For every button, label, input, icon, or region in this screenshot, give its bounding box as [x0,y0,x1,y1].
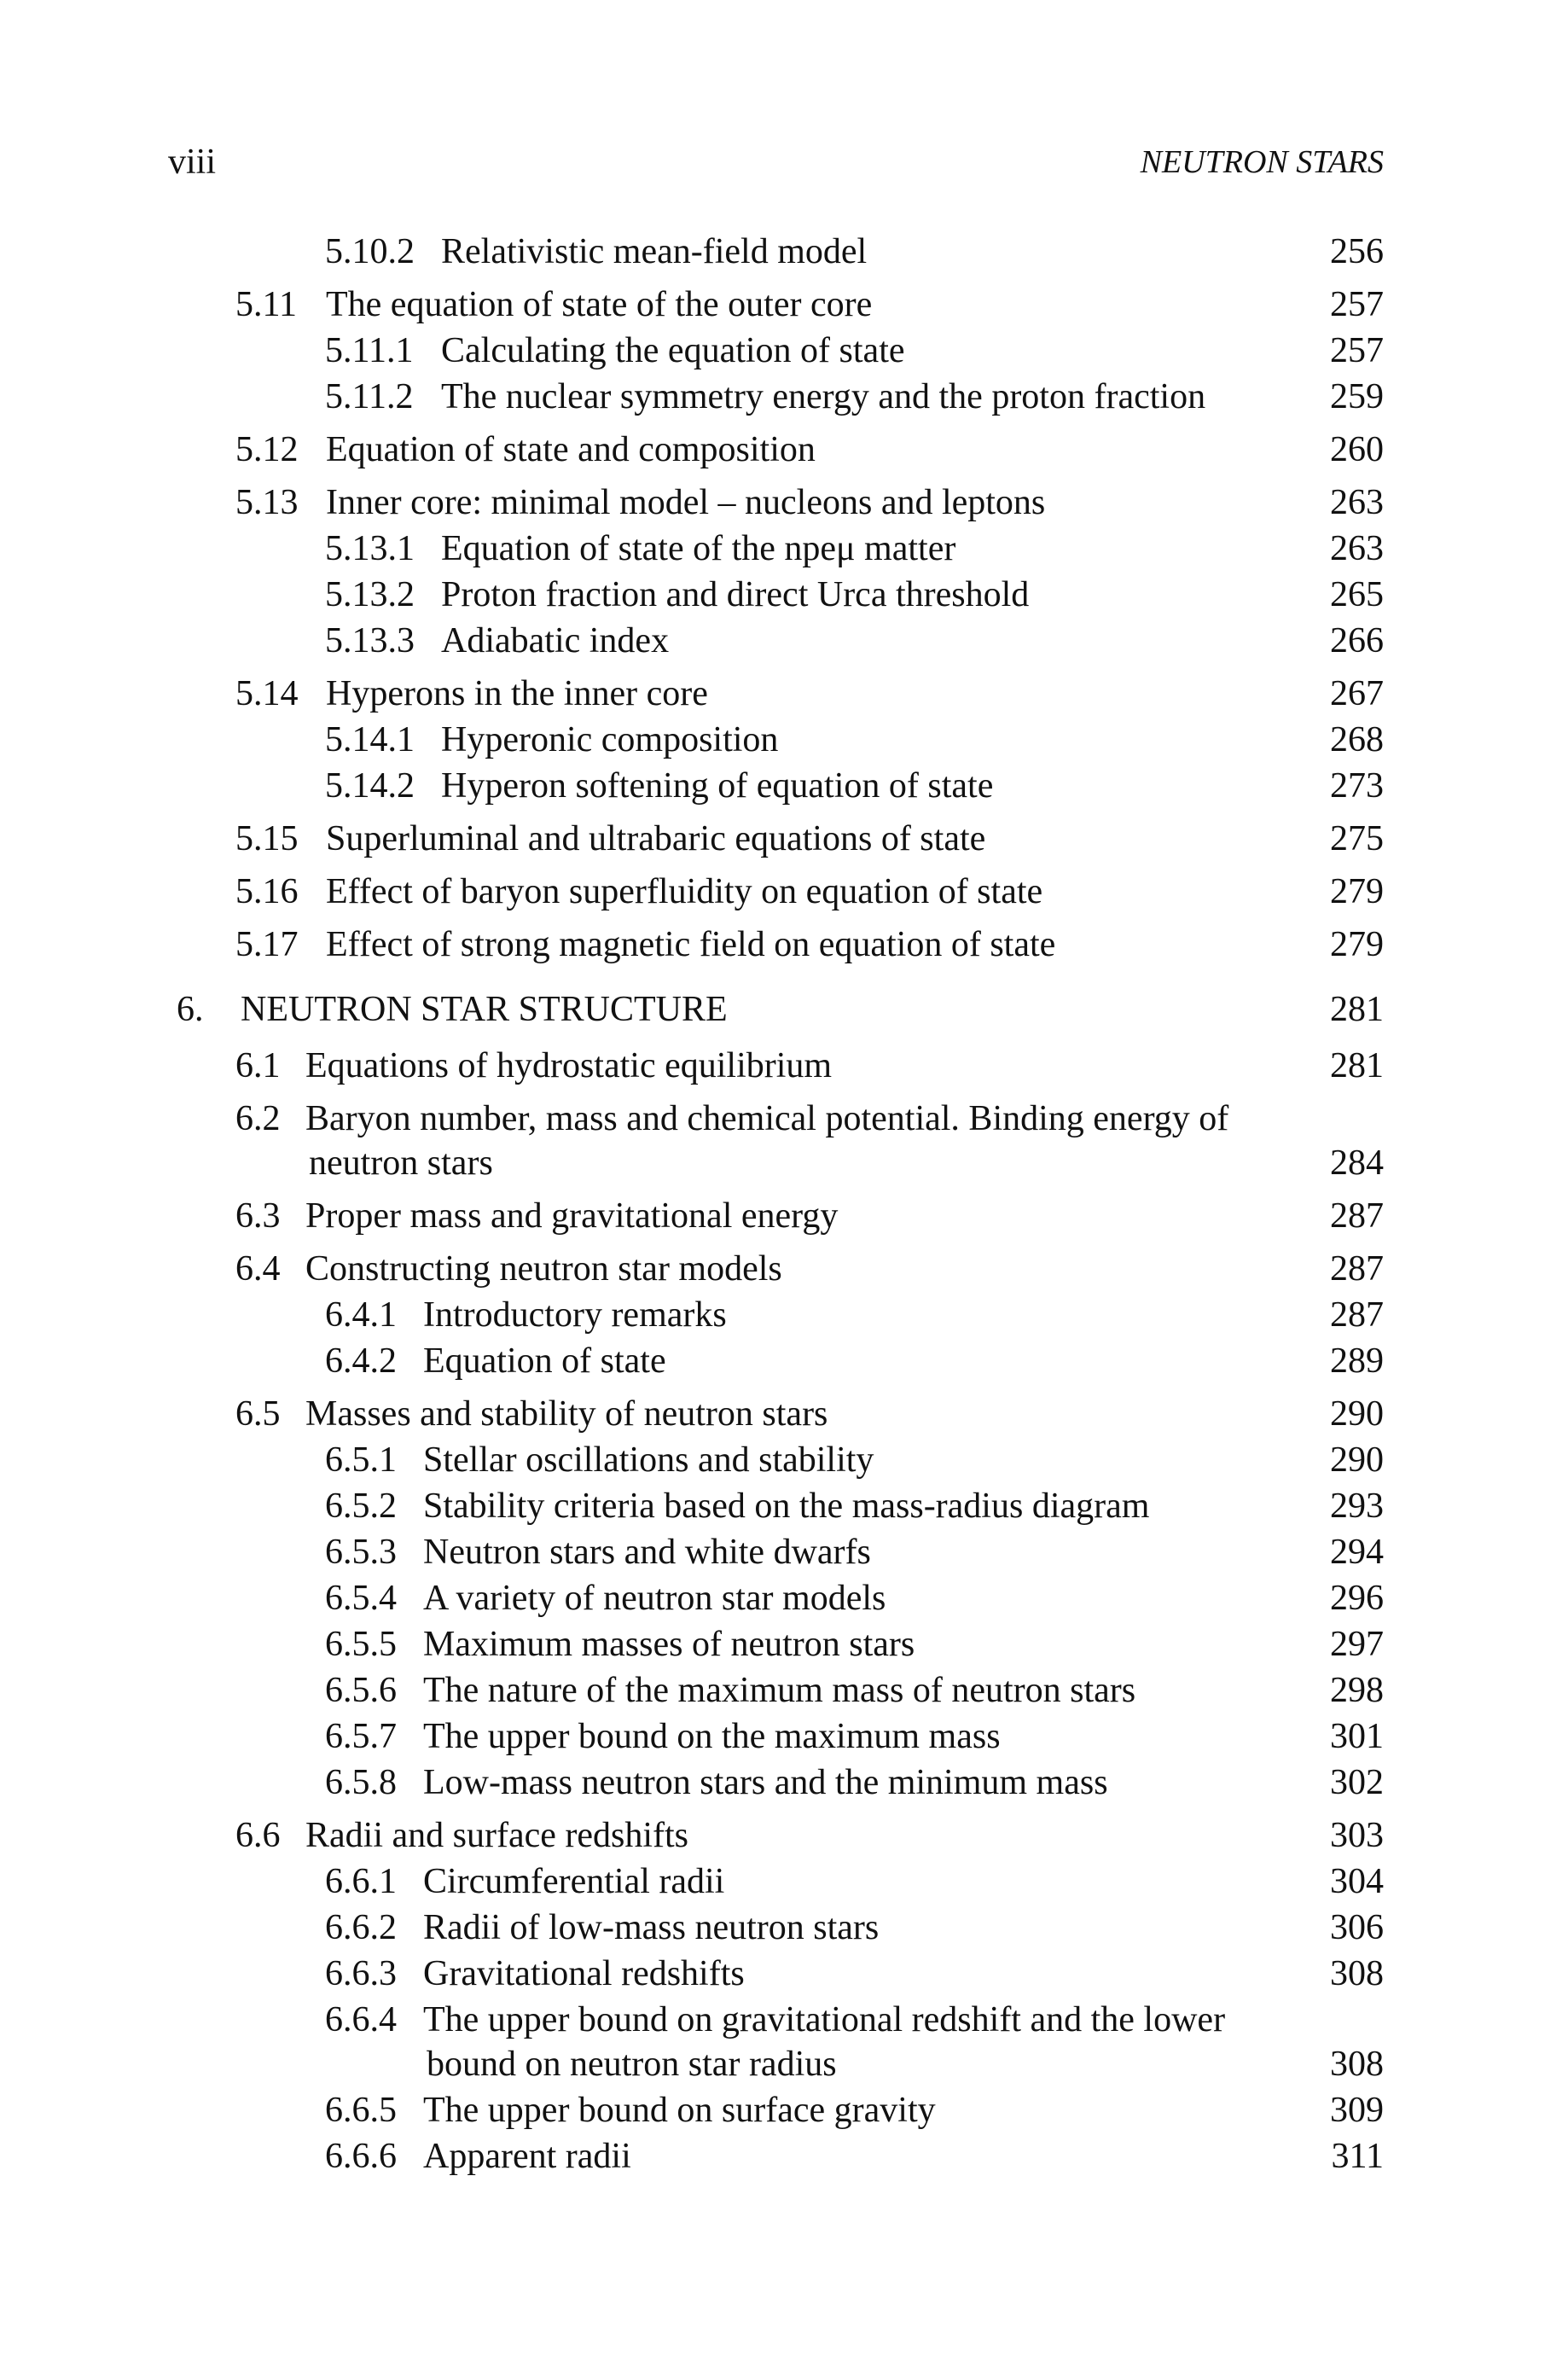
toc-title: A variety of neutron star models [423,1579,886,1618]
toc-page-number: 265 [1330,575,1384,614]
toc-title: Equation of state and composition [326,430,816,469]
toc-number: 6.6.3 [325,1954,397,1993]
toc-title: The upper bound on the maximum mass [423,1717,1001,1756]
toc-page-number: 311 [1331,2137,1384,2176]
toc-title: Superluminal and ultrabaric equations of state [326,819,986,858]
toc-title: Radii of low-mass neutron stars [423,1908,880,1947]
toc-page-number: 301 [1330,1717,1384,1756]
toc-number: 5.17 [235,925,299,964]
toc-number: 6.6.2 [325,1908,397,1947]
toc-title: Baryon number, mass and chemical potential. Binding energy of [305,1099,1229,1138]
toc-entry [0,816,1568,862]
toc-title: Constructing neutron star models [305,1249,782,1289]
toc-number: 5.10.2 [325,232,415,271]
toc-number: 6.4.2 [325,1341,397,1381]
toc-entry [0,1043,1568,1089]
toc-title: Calculating the equation of state [441,331,905,370]
page-number: viii [168,143,217,182]
toc-entry [0,1529,1568,1575]
toc-title: Stability criteria based on the mass-radius diagram [423,1487,1150,1526]
toc-entry [0,480,1568,526]
toc-title: The upper bound on surface gravity [423,2091,936,2130]
toc-page-number: 304 [1330,1862,1384,1901]
toc-title: Adiabatic index [441,621,670,660]
toc-entry [0,572,1568,618]
toc-number: 6.5.1 [325,1440,397,1480]
toc-page-number: 259 [1330,377,1384,416]
toc-title: Equation of state [423,1341,666,1381]
toc-chapter [0,986,1568,1033]
toc-entry [0,1193,1568,1239]
toc-entry [0,1997,1568,2043]
toc-title: Neutron stars and white dwarfs [423,1533,871,1572]
toc-page-number: 284 [1330,1143,1384,1183]
toc-entry [0,763,1568,809]
toc-page-number: 308 [1330,2045,1384,2084]
toc-page-number: 297 [1330,1625,1384,1664]
toc-page-number: 287 [1330,1196,1384,1236]
toc-entry [0,427,1568,473]
toc-entry [0,1140,1568,1186]
toc-entry [0,2087,1568,2133]
toc-title: Equation of state of the npeμ matter [441,529,956,568]
toc-number: 5.11.1 [325,331,414,370]
toc-number: 6.1 [235,1046,281,1085]
toc-entry [0,1905,1568,1951]
toc-title: The nuclear symmetry energy and the proton fraction [441,377,1206,416]
toc-title: Effect of strong magnetic field on equation of state [326,925,1056,964]
toc-page-number: 281 [1330,990,1384,1029]
toc-title: bound on neutron star radius [427,2045,837,2084]
toc-page-number: 266 [1330,621,1384,660]
toc-entry [0,2133,1568,2179]
toc-title: Hyperons in the inner core [326,674,708,713]
toc-entry [0,1292,1568,1338]
toc-number: 5.13.1 [325,529,415,568]
toc-entry [0,1621,1568,1667]
toc-page-number: 275 [1330,819,1384,858]
toc-title: Circumferential radii [423,1862,725,1901]
toc-entry [0,671,1568,717]
toc-number: 5.15 [235,819,299,858]
toc-page-number: 256 [1330,232,1384,271]
toc-title: Inner core: minimal model – nucleons and leptons [326,483,1046,522]
toc-page-number: 287 [1330,1249,1384,1289]
toc-number: 6.6.5 [325,2091,397,2130]
toc-number: 6.5.2 [325,1487,397,1526]
toc-entry [0,282,1568,328]
toc-entry [0,869,1568,915]
toc-number: 6.6.6 [325,2137,397,2176]
toc-number: 5.12 [235,430,299,469]
toc-number: 5.11 [235,285,297,324]
toc-page-number: 281 [1330,1046,1384,1085]
toc-page-number: 303 [1330,1816,1384,1855]
toc-number: 5.13.3 [325,621,415,660]
toc-page-number: 296 [1330,1579,1384,1618]
toc-title: Radii and surface redshifts [305,1816,689,1855]
toc-title: Relativistic mean-field model [441,232,868,271]
toc-title: Maximum masses of neutron stars [423,1625,915,1664]
toc-number: 5.14.1 [325,720,415,759]
toc-title: The upper bound on gravitational redshift and the lower [423,2000,1226,2039]
toc-page-number: 267 [1330,674,1384,713]
toc-title: neutron stars [309,1143,493,1183]
toc-entry [0,1096,1568,1142]
toc-entry [0,1859,1568,1905]
toc-entry [0,1246,1568,1292]
toc-title: Effect of baryon superfluidity on equation of state [326,872,1043,911]
toc-page-number: 302 [1330,1763,1384,1802]
toc-number: 6.4.1 [325,1295,397,1335]
running-title: NEUTRON STARS [1140,144,1384,180]
toc-entry [0,1483,1568,1529]
toc-page-number: 294 [1330,1533,1384,1572]
toc-page-number: 308 [1330,1954,1384,1993]
toc-entry [0,374,1568,420]
toc-page-number: 290 [1330,1440,1384,1480]
toc-page-number: 273 [1330,766,1384,806]
toc-page-number: 289 [1330,1341,1384,1381]
toc-number: 5.13.2 [325,575,415,614]
toc-title: The equation of state of the outer core [326,285,873,324]
toc-number: 6.5.6 [325,1671,397,1710]
toc-entry [0,328,1568,374]
toc-number: 6.6 [235,1816,281,1855]
toc-number: 5.13 [235,483,299,522]
toc-number: 6.5.3 [325,1533,397,1572]
toc-number: 6.5.8 [325,1763,397,1802]
toc-entry [0,229,1568,275]
toc-entry [0,1667,1568,1713]
toc-number: 6.5.7 [325,1717,397,1756]
toc-entry [0,1713,1568,1760]
toc-number: 5.14.2 [325,766,415,806]
toc-number: 6.2 [235,1099,281,1138]
toc-title: Introductory remarks [423,1295,727,1335]
toc-page-number: 263 [1330,529,1384,568]
toc-number: 6.5.5 [325,1625,397,1664]
toc-number: 6.5 [235,1394,281,1434]
toc-title: The nature of the maximum mass of neutron stars [423,1671,1136,1710]
toc-page-number: 309 [1330,2091,1384,2130]
toc-title: Proper mass and gravitational energy [305,1196,839,1236]
toc-title: NEUTRON STAR STRUCTURE [241,990,728,1029]
toc-page-number: 260 [1330,430,1384,469]
toc-entry [0,1437,1568,1483]
toc-entry [0,1951,1568,1997]
toc-number: 6.6.1 [325,1862,397,1901]
toc-title: Hyperon softening of equation of state [441,766,994,806]
toc-title: Proton fraction and direct Urca threshold [441,575,1030,614]
toc-entry [0,922,1568,968]
toc-title: Stellar oscillations and stability [423,1440,874,1480]
toc-page-number: 257 [1330,285,1384,324]
toc-entry [0,618,1568,664]
toc-entry [0,526,1568,572]
toc-page-number: 257 [1330,331,1384,370]
toc-entry [0,1760,1568,1806]
toc-number: 6.6.4 [325,2000,397,2039]
toc-entry [0,717,1568,763]
toc-number: 6.4 [235,1249,281,1289]
toc-entry [0,1575,1568,1621]
toc-number: 5.16 [235,872,299,911]
toc-page-number: 263 [1330,483,1384,522]
toc-number: 6.5.4 [325,1579,397,1618]
toc-number: 5.14 [235,674,299,713]
toc-page-number: 287 [1330,1295,1384,1335]
toc-page-number: 298 [1330,1671,1384,1710]
toc-entry [0,1812,1568,1859]
toc-title: Low-mass neutron stars and the minimum mass [423,1763,1108,1802]
toc-entry [0,1391,1568,1437]
toc-entry [0,2041,1568,2087]
toc-page-number: 290 [1330,1394,1384,1434]
toc-entry [0,1338,1568,1384]
toc-title: Masses and stability of neutron stars [305,1394,828,1434]
toc-page-number: 279 [1330,925,1384,964]
toc-title: Hyperonic composition [441,720,779,759]
toc-title: Gravitational redshifts [423,1954,745,1993]
toc-page-number: 279 [1330,872,1384,911]
toc-number: 6.3 [235,1196,281,1236]
toc-page-number: 268 [1330,720,1384,759]
toc-page-number: 293 [1330,1487,1384,1526]
toc-title: Apparent radii [423,2137,631,2176]
toc-number: 6. [177,990,204,1029]
toc-title: Equations of hydrostatic equilibrium [305,1046,833,1085]
toc-number: 5.11.2 [325,377,414,416]
toc-page-number: 306 [1330,1908,1384,1947]
